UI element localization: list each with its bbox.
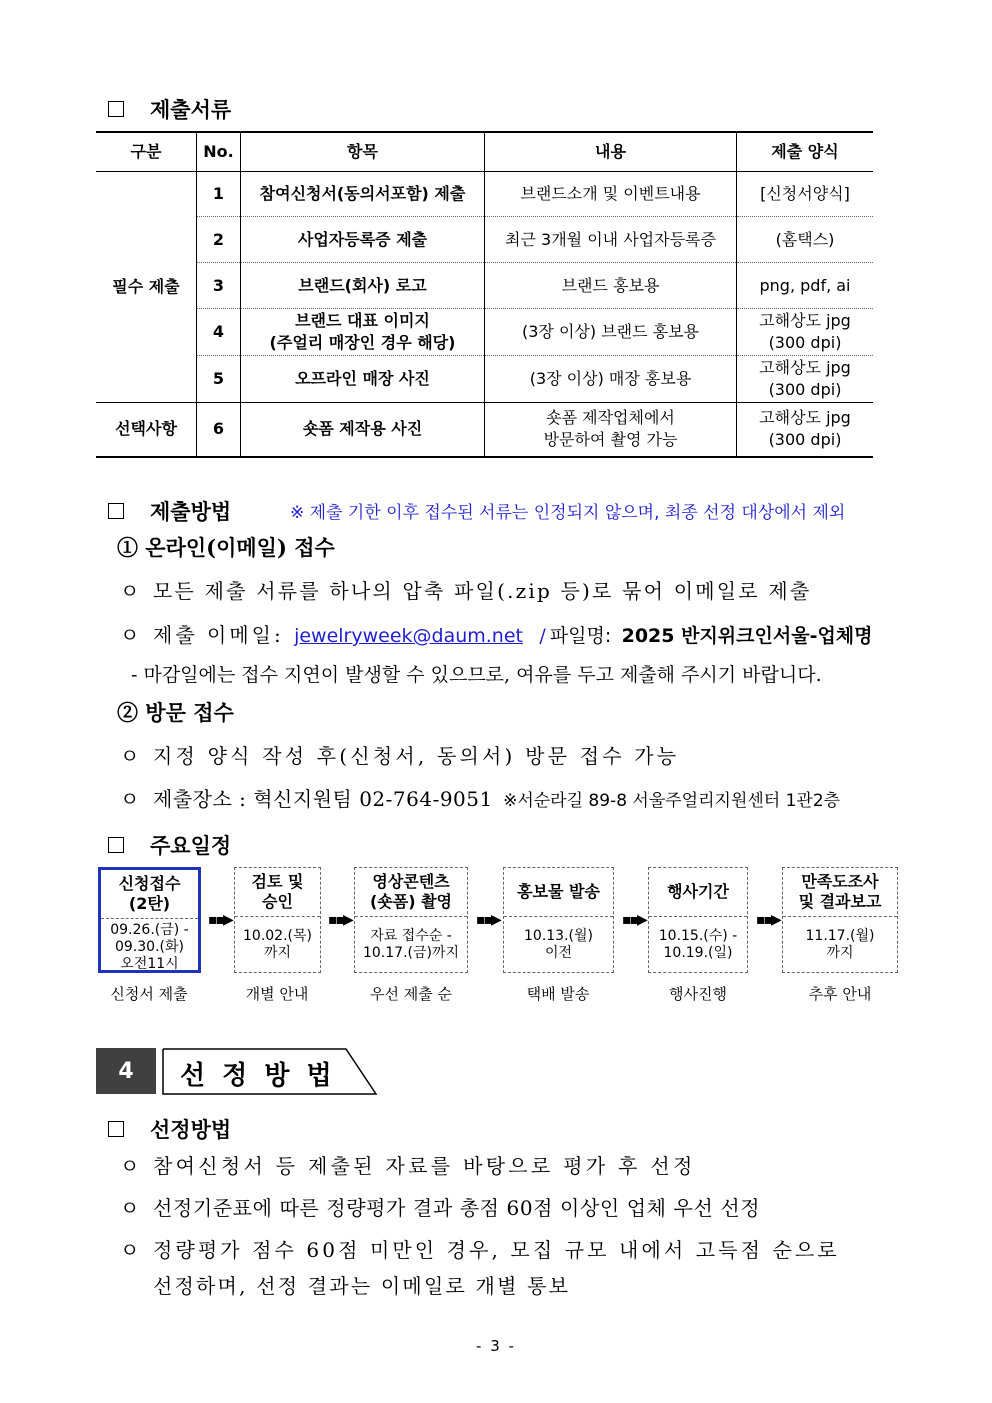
row-form: 고해상도 jpg (300 dpi) xyxy=(737,356,874,403)
row-no: 3 xyxy=(197,263,241,309)
selection-line-2-text: 선정기준표에 따른 정량평가 결과 총점 60점 이상인 업체 우선 선정 xyxy=(153,1196,761,1220)
category-optional: 선택사항 xyxy=(96,403,197,457)
square-bullet-icon xyxy=(108,101,124,117)
visit-line-1-text: 지정 양식 작성 후(신청서, 동의서) 방문 접수 가능 xyxy=(153,744,680,768)
selection-section-heading xyxy=(108,1114,231,1144)
row-no: 4 xyxy=(197,309,241,356)
row-content: 브랜드소개 및 이벤트내용 xyxy=(485,172,737,217)
visit-place-label: 제출장소 : 혁신지원팀 02-764-9051 xyxy=(153,787,493,811)
step-caption: 택배 발송 xyxy=(526,985,590,1003)
table-row xyxy=(96,309,873,356)
row-no: 1 xyxy=(197,172,241,217)
step-date: 09.26.(금) - 09.30.(화) 오전11시 xyxy=(110,921,189,972)
step-caption: 행사진행 xyxy=(669,985,727,1003)
step-caption: 우선 제출 순 xyxy=(370,985,452,1003)
schedule-step xyxy=(782,867,898,973)
selection-section-title: 선정방법 xyxy=(150,1117,232,1142)
method-section-heading xyxy=(108,496,231,526)
method-note: ※ 제출 기한 이후 접수된 서류는 인정되지 않으며, 최종 선정 대상에서 제외 xyxy=(290,503,846,523)
bullet-icon: ㅇ xyxy=(120,787,140,811)
email-line xyxy=(120,619,873,648)
schedule-step xyxy=(648,867,748,973)
col-header-category: 구분 xyxy=(96,132,197,172)
online-line-1-text: 모든 제출 서류를 하나의 압축 파일(.zip 등)로 묶어 이메일로 제출 xyxy=(153,579,812,603)
bullet-icon: ㅇ xyxy=(120,1238,143,1262)
row-form: (홈택스) xyxy=(737,217,874,263)
deadline-note: - 마감일에는 접수 지연이 발생할 수 있으므로, 여유를 두고 제출해 주시기 바랍니다. xyxy=(131,664,822,686)
step-date: 자료 접수순 - 10.17.(금)까지 xyxy=(362,928,460,961)
visit-place-line xyxy=(120,783,840,812)
filename-value: 2025 반지위크인서울-업체명 xyxy=(621,625,873,647)
square-bullet-icon xyxy=(108,503,124,519)
schedule-section-title: 주요일정 xyxy=(150,833,232,858)
step-title: 검토 및 승인 xyxy=(235,868,320,917)
documents-table xyxy=(96,131,873,458)
visit-place-address: ※서순라길 89-8 서울주얼리지원센터 1관2층 xyxy=(503,791,841,811)
arrow-right-icon: ▪▪▶ xyxy=(756,912,780,928)
bullet-icon: ㅇ xyxy=(120,1196,140,1220)
col-header-form: 제출 양식 xyxy=(737,132,874,172)
online-subtitle: ① 온라인(이메일) 접수 xyxy=(117,535,335,560)
step-title: 행사기간 xyxy=(649,868,747,917)
table-row xyxy=(96,217,873,263)
arrow-right-icon: ▪▪▶ xyxy=(208,912,232,928)
bullet-icon: ㅇ xyxy=(120,623,140,647)
row-content: 브랜드 홍보용 xyxy=(485,263,737,309)
filename-label: 파일명: xyxy=(549,625,612,647)
col-header-item: 항목 xyxy=(241,132,485,172)
schedule-section-heading xyxy=(108,830,231,860)
row-item: 브랜드(회사) 로고 xyxy=(241,263,485,309)
schedule-step xyxy=(503,867,614,973)
schedule-step xyxy=(98,867,201,973)
visit-line-1 xyxy=(120,740,679,769)
row-form: [신청서양식] xyxy=(737,172,874,217)
step-date: 10.02.(목) 까지 xyxy=(243,928,312,961)
schedule-step xyxy=(234,867,321,973)
row-form: 고해상도 jpg (300 dpi) xyxy=(737,403,874,457)
selection-line-1 xyxy=(120,1150,696,1179)
selection-line-2 xyxy=(120,1192,760,1221)
col-header-no: No. xyxy=(197,132,241,172)
selection-line-3-cont: 선정하며, 선정 결과는 이메일로 개별 통보 xyxy=(153,1274,571,1298)
table-header-row xyxy=(96,132,873,172)
table-row xyxy=(96,172,873,217)
row-item: 오프라인 매장 사진 xyxy=(241,356,485,403)
step-caption: 개별 안내 xyxy=(245,985,309,1003)
row-item: 참여신청서(동의서포함) 제출 xyxy=(241,172,485,217)
arrow-right-icon: ▪▪▶ xyxy=(476,912,500,928)
step-title: 만족도조사 및 결과보고 xyxy=(783,868,897,917)
online-line-1 xyxy=(120,575,811,604)
bullet-icon: ㅇ xyxy=(120,579,142,603)
bullet-icon: ㅇ xyxy=(120,1154,143,1178)
row-no: 2 xyxy=(197,217,241,263)
row-item: 브랜드 대표 이미지 (주얼리 매장인 경우 해당) xyxy=(241,309,485,356)
section-number-box xyxy=(96,1048,156,1094)
category-required: 필수 제출 xyxy=(96,172,197,403)
row-content: (3장 이상) 매장 홍보용 xyxy=(485,356,737,403)
row-no: 6 xyxy=(197,403,241,457)
page-number: - 3 - xyxy=(476,1337,516,1355)
square-bullet-icon xyxy=(108,1121,124,1137)
bullet-icon: ㅇ xyxy=(120,744,143,768)
row-item: 숏폼 제작용 사진 xyxy=(241,403,485,457)
row-content: (3장 이상) 브랜드 홍보용 xyxy=(485,309,737,356)
row-content: 최근 3개월 이내 사업자등록증 xyxy=(485,217,737,263)
row-content: 숏폼 제작업체에서 방문하여 촬영 가능 xyxy=(485,403,737,457)
selection-line-3-text: 정량평가 점수 60점 미만인 경우, 모집 규모 내에서 고득점 순으로 xyxy=(153,1238,840,1262)
visit-subtitle: ② 방문 접수 xyxy=(117,700,234,725)
row-item: 사업자등록증 제출 xyxy=(241,217,485,263)
docs-section-title: 제출서류 xyxy=(150,97,232,122)
filename-label-slash: / xyxy=(539,625,546,647)
step-date: 11.17.(월) 까지 xyxy=(805,928,875,961)
method-section-title: 제출방법 xyxy=(150,499,232,524)
email-label: 제출 이메일: xyxy=(153,623,284,647)
table-row xyxy=(96,356,873,403)
email-link[interactable]: jewelryweek@daum.net xyxy=(294,625,523,647)
selection-line-1-text: 참여신청서 등 제출된 자료를 바탕으로 평가 후 선정 xyxy=(153,1154,696,1178)
table-row xyxy=(96,263,873,309)
step-title: 신청접수 (2탄) xyxy=(101,870,198,919)
row-no: 5 xyxy=(197,356,241,403)
arrow-right-icon: ▪▪▶ xyxy=(622,912,646,928)
row-form: png, pdf, ai xyxy=(737,263,874,309)
col-header-content: 내용 xyxy=(485,132,737,172)
step-title: 영상콘텐츠 (숏폼) 촬영 xyxy=(355,868,467,917)
row-form: 고해상도 jpg (300 dpi) xyxy=(737,309,874,356)
selection-line-3 xyxy=(120,1234,840,1263)
schedule-step xyxy=(354,867,468,973)
step-caption: 추후 안내 xyxy=(808,985,872,1003)
section-number: 4 xyxy=(118,1058,134,1084)
square-bullet-icon xyxy=(108,837,124,853)
table-row xyxy=(96,403,873,457)
step-title: 홍보물 발송 xyxy=(504,868,613,917)
step-date: 10.13.(월) 이전 xyxy=(524,928,593,961)
step-caption: 신청서 제출 xyxy=(110,985,188,1003)
arrow-right-icon: ▪▪▶ xyxy=(328,912,352,928)
step-date: 10.15.(수) - 10.19.(일) xyxy=(658,928,738,961)
section-title: 선 정 방 법 xyxy=(180,1061,336,1091)
docs-section-heading xyxy=(108,94,231,124)
